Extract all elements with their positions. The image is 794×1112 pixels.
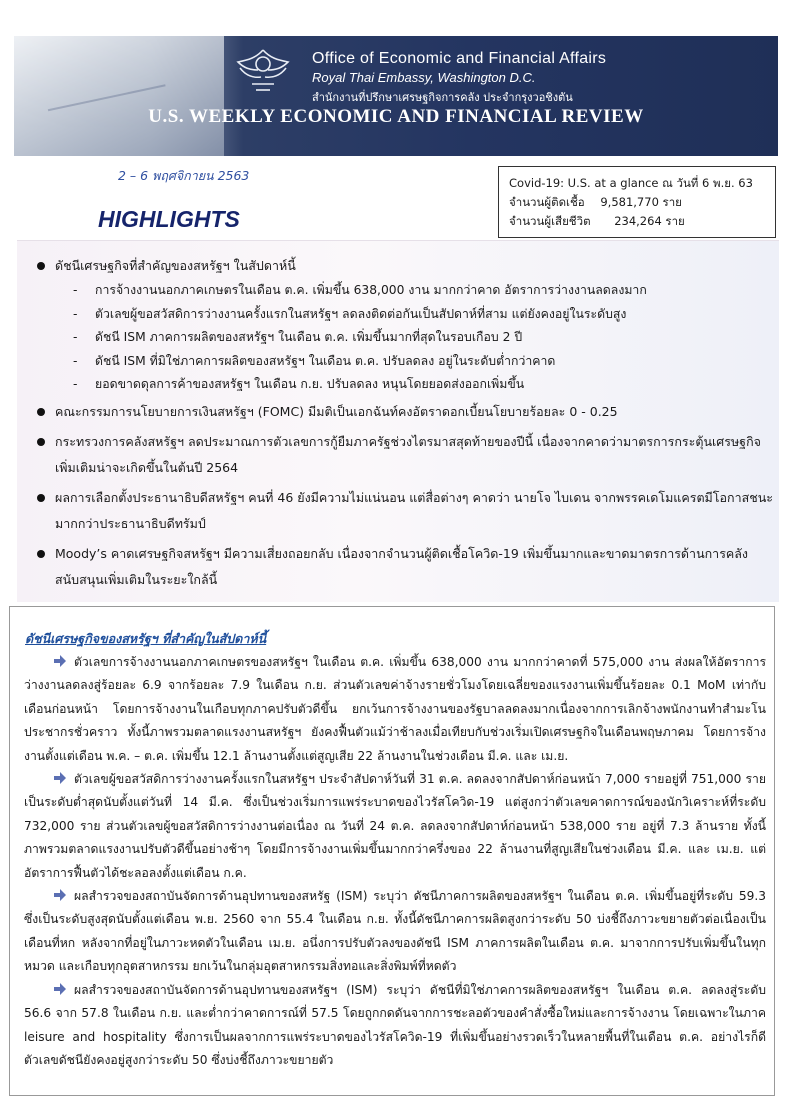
highlight-sub-item: - การจ้างงานนอกภาคเกษตรในเดือน ต.ค. เพิ่มขึ้น 638,000 งาน มากกว่าคาด อัตราการว่างงานลดลงมาก	[73, 283, 647, 297]
highlight-bullet	[35, 399, 780, 425]
covid-glance-title: Covid-19: U.S. at a glance ณ วันที่ 6 พ.ย. 63	[509, 176, 753, 190]
highlight-sub-text: ดัชนี ISM ภาคการผลิตของสหรัฐฯ ในเดือน ต.ค. เพิ่มขึ้นมากที่สุดในรอบเกือบ 2 ปี	[95, 330, 523, 344]
review-title: U.S. WEEKLY ECONOMIC AND FINANCIAL REVIEW	[148, 106, 644, 127]
highlight-sub-item: - ดัชนี ISM ภาคการผลิตของสหรัฐฯ ในเดือน ต.ค. เพิ่มขึ้นมากที่สุดในรอบเกือบ 2 ปี	[73, 330, 523, 344]
highlight-text: คณะกรรมการนโยบายการเงินสหรัฐฯ (FOMC) มีมติเป็นเอกฉันท์คงอัตราดอกเบี้ยนโยบายร้อยละ 0 - 0.25	[55, 403, 618, 419]
highlight-text: ดัชนีเศรษฐกิจที่สำคัญของสหรัฐฯ ในสัปดาห์นี้	[55, 258, 296, 273]
covid-cases-value: 9,581,770 ราย	[600, 195, 682, 209]
bullet-dot-icon	[37, 438, 45, 446]
embassy-name: Royal Thai Embassy, Washington D.C.	[312, 70, 536, 85]
highlights-list	[35, 253, 780, 593]
header-banner	[14, 36, 778, 156]
arrow-bullet-icon	[54, 889, 66, 901]
embassy-seal-icon	[228, 44, 298, 96]
arrow-bullet-icon	[54, 655, 66, 667]
highlight-sub-text: การจ้างงานนอกภาคเกษตรในเดือน ต.ค. เพิ่มขึ้น 638,000 งาน มากกว่าคาด อัตราการว่างงานลดลงมาก	[95, 283, 647, 297]
highlight-text: ผลการเลือกตั้งประธานาธิบดีสหรัฐฯ คนที่ 46 ยังมีความไม่แน่นอน แต่สื่อต่างๆ คาดว่า นายโจ ไบเดน จากพรรคเดโมแครตมีโอกาสชนะมากกว่าประธานาธิบดีทรัมป์	[55, 489, 773, 531]
covid-deaths-row	[509, 212, 775, 231]
highlight-bullet	[35, 485, 780, 537]
arrow-bullet-icon	[54, 983, 66, 995]
highlight-sub-text: ยอดขาดดุลการค้าของสหรัฐฯ ในเดือน ก.ย. ปรับลดลง หนุนโดยยอดส่งออกเพิ่มขึ้น	[95, 377, 525, 391]
detail-paragraph	[24, 885, 766, 979]
detail-paragraph-text: ตัวเลขผู้ขอสวัสดิการว่างงานครั้งแรกในสหรัฐฯ ประจำสัปดาห์วันที่ 31 ต.ค. ลดลงจากสัปดาห์ก่อนหน้า 7,000 รายอยู่ที่ 751,000 ราย เป็นระดับต่ำสุดนับตั้งแต่วันที่ 14 มี.ค. ซึ่งเป็นช่วงเริ่มการแพร่ระบาดของไวรัสโควิด-19 แต่สูงกว่าตัวเลขคาดการณ์ของนักวิเคราะห์ที่ระดับ 732,000 ราย ส่วนตัวเลขผู้ขอสวัสดิการว่างงานต่อเนื่อง ณ วันที่ 24 ต.ค. ลดลงจากสัปดาห์ก่อนหน้า 538,000 ราย อยู่ที่ 7.3 ล้านราย ทั้งนี้ภาพรวมตลาดแรงงานปรับตัวดีขึ้นอย่างช้าๆ โดยมีการจ้างงานเพิ่มขึ้นมากกว่าครึ่งของ 22 ล้านงานที่สูญเสียในช่วงเดือน มี.ค. และ เม.ย. แต่อัตราการฟื้นตัวได้ชะลอลงตั้งแต่เดือน ก.ค.	[24, 772, 766, 880]
covid-deaths-label: จำนวนผู้เสียชีวิต	[509, 214, 591, 228]
bullet-dot-icon	[37, 550, 45, 558]
highlight-bullet	[35, 429, 780, 481]
detail-title: ดัชนีเศรษฐกิจของสหรัฐฯ ที่สำคัญในสัปดาห์นี้	[25, 631, 267, 646]
detail-section	[9, 606, 775, 1096]
highlight-sub-item: - ยอดขาดดุลการค้าของสหรัฐฯ ในเดือน ก.ย. ปรับลดลง หนุนโดยยอดส่งออกเพิ่มขึ้น	[73, 377, 525, 391]
highlight-bullet	[35, 253, 780, 279]
highlight-sub-item: - ดัชนี ISM ที่มิใช่ภาคการผลิตของสหรัฐฯ ในเดือน ต.ค. ปรับลดลง อยู่ในระดับต่ำกว่าคาด	[73, 353, 556, 368]
bullet-dot-icon	[37, 408, 45, 416]
bullet-dot-icon	[37, 262, 45, 270]
detail-paragraph-text: ผลสำรวจของสถาบันจัดการด้านอุปทานของสหรัฐฯ (ISM) ระบุว่า ดัชนีที่มิใช่ภาคการผลิตของสหรัฐฯ ในเดือน ต.ค. ลดลงสู่ระดับ 56.6 จาก 57.8 ในเดือน ก.ย. และต่ำกว่าคาดการณ์ที่ 57.5 โดยถูกกดดันจากการชะลอตัวของคำสั่งซื้อใหม่และการจ้างงาน โดยเฉพาะในภาค leisure and hospitality ซึ่งการเป็นผลจากการแพร่ระบาดของไวรัสโควิด-19 ที่เพิ่มขึ้นอย่างรวดเร็วในหลายพื้นที่ในเดือน ต.ค. อย่างไรก็ดี ตัวเลขดัชนียังคงอยู่สูงกว่าระดับ 50 ซึ่งบ่งชี้ถึงภาวะขยายตัว	[24, 983, 766, 1068]
detail-paragraph-text: ตัวเลขการจ้างงานนอกภาคเกษตรของสหรัฐฯ ในเดือน ต.ค. เพิ่มขึ้น 638,000 งาน มากกว่าคาดที่ 575,000 งาน ส่งผลให้อัตราการว่างงานลดลงสู่ร้อยละ 6.9 จากร้อยละ 7.9 ในเดือน ก.ย. ส่วนตัวเลขค่าจ้างรายชั่วโมงโดยเฉลี่ยของแรงงานเพิ่มขึ้นร้อยละ 0.1 MoM เท่ากับเดือนก่อนหน้า โดยการจ้างงานในเกือบทุกภาคปรับตัวดีขึ้น ยกเว้นการจ้างงานของรัฐบาลลดลงมากเนื่องจากการเลิกจ้างพนักงานทำสำมะโนประชากรชั่วคราว ทั้งนี้ภาพรวมตลาดแรงงานสหรัฐฯ ยังคงฟื้นตัวแม้ว่าช้าลงเมื่อเทียบกับช่วงเริ่มเปิดเศรษฐกิจในเดือนพฤษภาคม โดยการจ้างงานตั้งแต่เดือน พ.ค. – ต.ค. เพิ่มขึ้น 12.1 ล้านงานตั้งแต่สูญเสีย 22 ล้านงานในช่วงเดือน มี.ค. และ เม.ย.	[24, 655, 766, 763]
covid-deaths-value: 234,264 ราย	[614, 214, 685, 228]
detail-paragraph-text: ผลสำรวจของสถาบันจัดการด้านอุปทานของสหรัฐ (ISM) ระบุว่า ดัชนีภาคการผลิตของสหรัฐฯ ในเดือน ต.ค. เพิ่มขึ้นอยู่ที่ระดับ 59.3 ซึ่งเป็นระดับสูงสุดนับตั้งแต่เดือน พ.ย. 2560 จาก 55.4 ในเดือน ก.ย. ทั้งนี้ดัชนีภาคการผลิตสูงกว่าระดับ 50 บ่งชี้ถึงภาวะขยายตัวต่อเนื่องเป็นเดือนที่หก หลังจากที่อยู่ในภาวะหดตัวในเดือน เม.ย. อนึ่งการปรับตัวลงของดัชนี ISM ภาคการผลิตในเดือน ต.ค. มาจากการปรับเพิ่มขึ้นในทุกหมวด และเกือบทุกอุตสาหกรรม ยกเว้นในกลุ่มอุตสาหกรรมสิ่งทอและสิ่งพิมพ์ที่หดตัว	[24, 889, 766, 974]
highlight-sub-text: ดัชนี ISM ที่มิใช่ภาคการผลิตของสหรัฐฯ ในเดือน ต.ค. ปรับลดลง อยู่ในระดับต่ำกว่าคาด	[95, 353, 556, 368]
detail-paragraph	[24, 979, 766, 1073]
covid-glance-box	[498, 166, 776, 238]
highlight-text: Moody’s คาดเศรษฐกิจสหรัฐฯ มีความเสี่ยงถอยกลับ เนื่องจากจำนวนผู้ติดเชื้อโควิด-19 เพิ่มขึ้นมากและขาดมาตรการด้านการคลังสนับสนุนเพิ่มเติมในระยะใกล้นี้	[55, 545, 749, 587]
covid-cases-row	[509, 193, 775, 212]
date-range: 2 – 6 พฤศจิกายน 2563	[118, 168, 250, 183]
thai-office-name: สำนักงานที่ปรึกษาเศรษฐกิจการคลัง ประจำกรุงวอชิงตัน	[312, 91, 573, 104]
covid-cases-label: จำนวนผู้ติดเชื้อ	[509, 195, 585, 209]
detail-paragraph	[24, 768, 766, 885]
highlight-bullet	[35, 541, 780, 593]
office-name: Office of Economic and Financial Affairs	[312, 50, 607, 67]
highlight-sub-text: ตัวเลขผู้ขอสวัสดิการว่างงานครั้งแรกในสหรัฐฯ ลดลงติดต่อกันเป็นสัปดาห์ที่สาม แต่ยังคงอยู่ในระดับสูง	[95, 306, 627, 321]
detail-paragraph	[24, 651, 766, 768]
highlights-heading: HIGHLIGHTS	[98, 206, 240, 232]
bullet-dot-icon	[37, 494, 45, 502]
highlight-sub-item: - ตัวเลขผู้ขอสวัสดิการว่างงานครั้งแรกในสหรัฐฯ ลดลงติดต่อกันเป็นสัปดาห์ที่สาม แต่ยังคงอยู่ในระดับสูง	[73, 306, 627, 321]
banner-background-image	[14, 36, 224, 156]
highlight-text: กระทรวงการคลังสหรัฐฯ ลดประมาณการตัวเลขการกู้ยืมภาครัฐช่วงไตรมาสสุดท้ายของปีนี้ เนื่องจากคาดว่ามาตรการกระตุ้นเศรษฐกิจเพิ่มเติมน่าจะเกิดขึ้นในต้นปี 2564	[55, 433, 761, 475]
arrow-bullet-icon	[54, 772, 66, 784]
highlights-box	[17, 240, 779, 602]
